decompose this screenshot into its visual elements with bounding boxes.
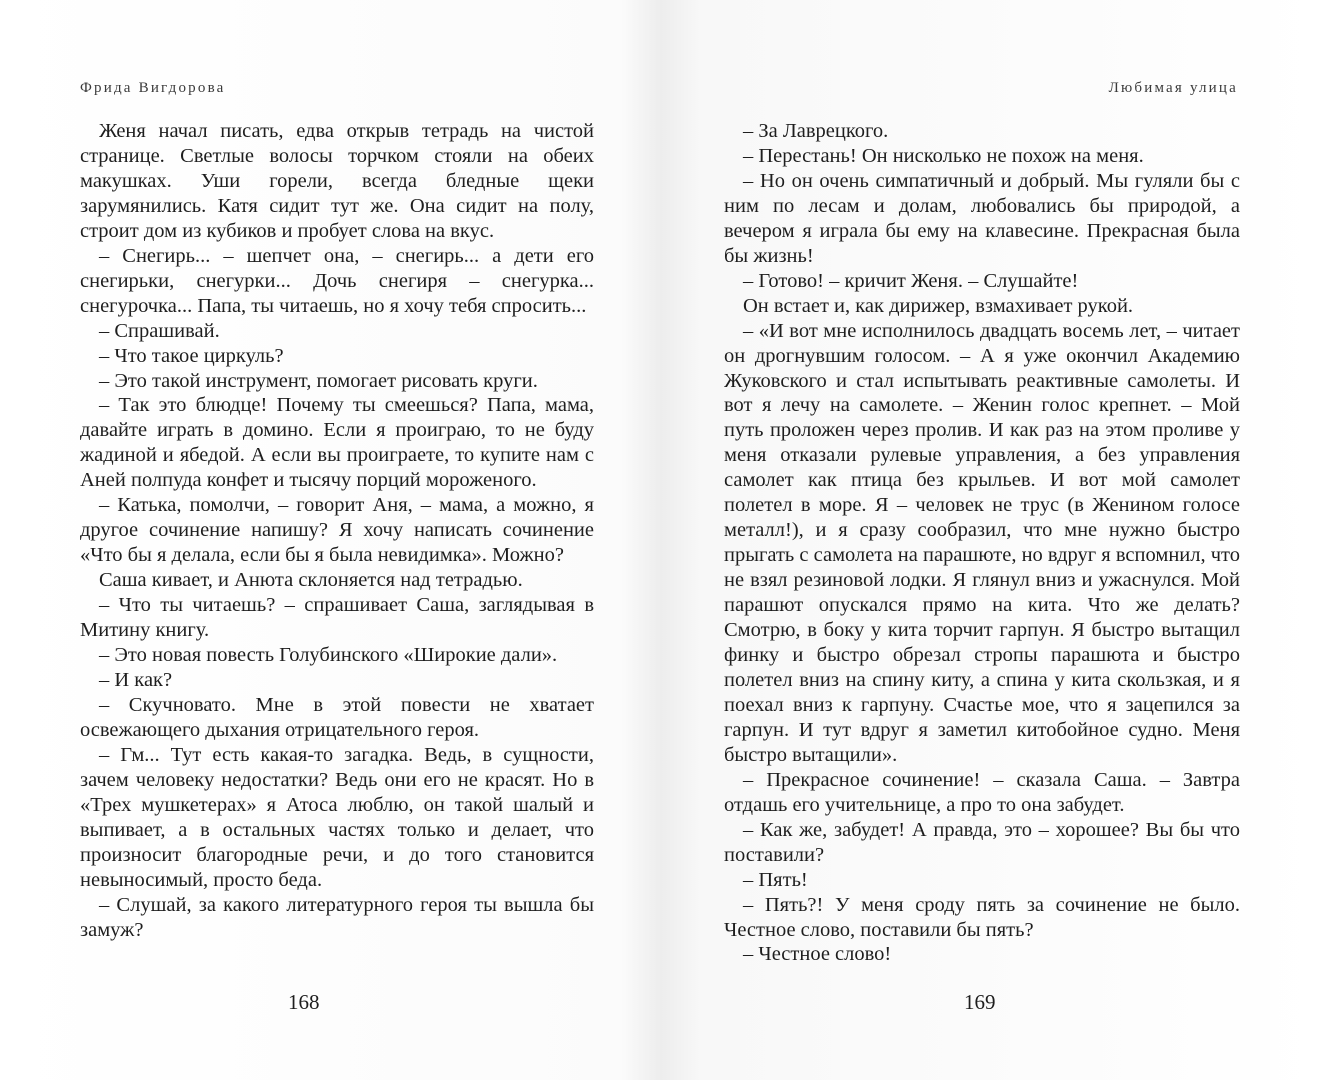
paragraph: – Так это блюдце! Почему ты смеешься? Папа, мама, давайте играть в домино. Если я проиграю, то не буду жадиной и ябедой. А если вы проиграете, то купите нам с Аней полпуда конфет и тысячу порций мороженого.	[80, 394, 594, 492]
paragraph: – Слушай, за какого литературного героя ты вышла бы замуж?	[80, 893, 594, 941]
page-number: 169	[964, 990, 996, 1014]
paragraph: Женя начал писать, едва открыв тетрадь на чистой странице. Светлые волосы торчком стояли на обеих макушках. Уши горели, всегда бледные щеки зарумянились. Катя сидит тут же. Она сидит на полу, строит дом из кубиков и пробует слова на вкус.	[80, 120, 594, 242]
paragraph: – Пять?! У меня сроду пять за сочинение не было. Честное слово, поставили бы пять?	[724, 893, 1240, 941]
paragraph: – Катька, помолчи, – говорит Аня, – мама, а можно, я другое сочинение напишу? Я хочу написать сочинение «Что бы я делала, если бы я была невидимка». Можно?	[80, 494, 594, 567]
paragraph: – Гм... Тут есть какая-то загадка. Ведь, в сущности, зачем человеку недостатки? Ведь они его не красят. Но в «Трех мушкетерах» я Атоса люблю, он такой шалый и выпивает, а в остальных частях только и делает, что произносит благородные речи, и до того становится невыносимый, просто беда.	[80, 743, 594, 891]
paragraph: – И как?	[99, 668, 173, 691]
paragraph: Саша кивает, и Анюта склоняется над тетрадью.	[99, 569, 523, 592]
paragraph: – За Лаврецкого.	[743, 120, 889, 142]
running-head-author: Фрида Вигдорова	[80, 80, 226, 96]
paragraph: – Спрашивай.	[99, 319, 220, 342]
paragraph: – Это такой инструмент, помогает рисовать круги.	[99, 369, 538, 392]
paragraph: – Честное слово!	[743, 943, 892, 966]
page-number: 168	[288, 990, 320, 1014]
right-page	[662, 0, 1322, 1080]
paragraph: – Скучновато. Мне в этой повести не хватает освежающего дыхания отрицательного героя.	[80, 693, 594, 741]
right-page-text	[724, 119, 1240, 967]
paragraph: Он встает и, как дирижер, взмахивает рукой.	[743, 294, 1134, 317]
paragraph: – Но он очень симпатичный и добрый. Мы гуляли бы с ним по лесам и долам, любовались бы природой, а вечером я играла бы ему на клавесине. Прекрасная была бы жизнь!	[724, 169, 1240, 267]
paragraph: – Как же, забудет! А правда, это – хорошее? Вы бы что поставили?	[724, 818, 1240, 866]
running-head-title: Любимая улица	[1108, 80, 1238, 96]
paragraph: – Готово! – кричит Женя. – Слушайте!	[743, 269, 1079, 292]
paragraph: – «И вот мне исполнилось двадцать восемь лет, – читает он дрогнувшим голосом. – А я уже окончил Академию Жуковского и стал испытывать реактивные самолеты. И вот я лечу на самолете. – Женин голос крепнет. – Мой путь проложен через пролив. И как раз на этом проливе у меня отказали рулевые управления, а без управления самолет как птица без крыльев. И вот мой самолет полетел в море. Я – человек не трус (в Женином голосе металл!), и я сразу сообразил, что мне нужно быстро прыгать с самолета на парашюте, но вдруг я вспомнил, что не взял резиновой лодки. Я глянул вниз и ужаснулся. Мой парашют опускался прямо на кита. Что же делать? Смотрю, в боку у кита торчит гарпун. Я быстро вытащил финку и быстро обрезал стропы парашюта и быстро полетел вниз на спину киту, а спина у кита скользкая, и я поехал вниз к гарпуну. Счастье мое, что я зацепился за гарпун. И тут вдруг я заметил китобойное судно. Меня быстро вытащили».	[724, 319, 1240, 766]
left-page	[0, 0, 660, 1080]
paragraph: – Перестань! Он нисколько не похож на меня.	[743, 144, 1144, 167]
paragraph: – Что такое циркуль?	[99, 344, 284, 367]
paragraph: – Что ты читаешь? – спрашивает Саша, заглядывая в Митину книгу.	[80, 594, 594, 642]
paragraph: – Прекрасное сочинение! – сказала Саша. – Завтра отдашь его учительнице, а про то она забудет.	[724, 768, 1240, 816]
left-page-text	[80, 119, 594, 942]
paragraph: – Это новая повесть Голубинского «Широкие дали».	[99, 644, 558, 667]
paragraph: – Пять!	[743, 868, 808, 891]
paragraph: – Снегирь... – шепчет она, – снегирь... а дети его снегирьки, снегурки... Дочь снегиря – снегурка... снегурочка... Папа, ты читаешь, но я хочу тебя спросить...	[80, 244, 594, 317]
